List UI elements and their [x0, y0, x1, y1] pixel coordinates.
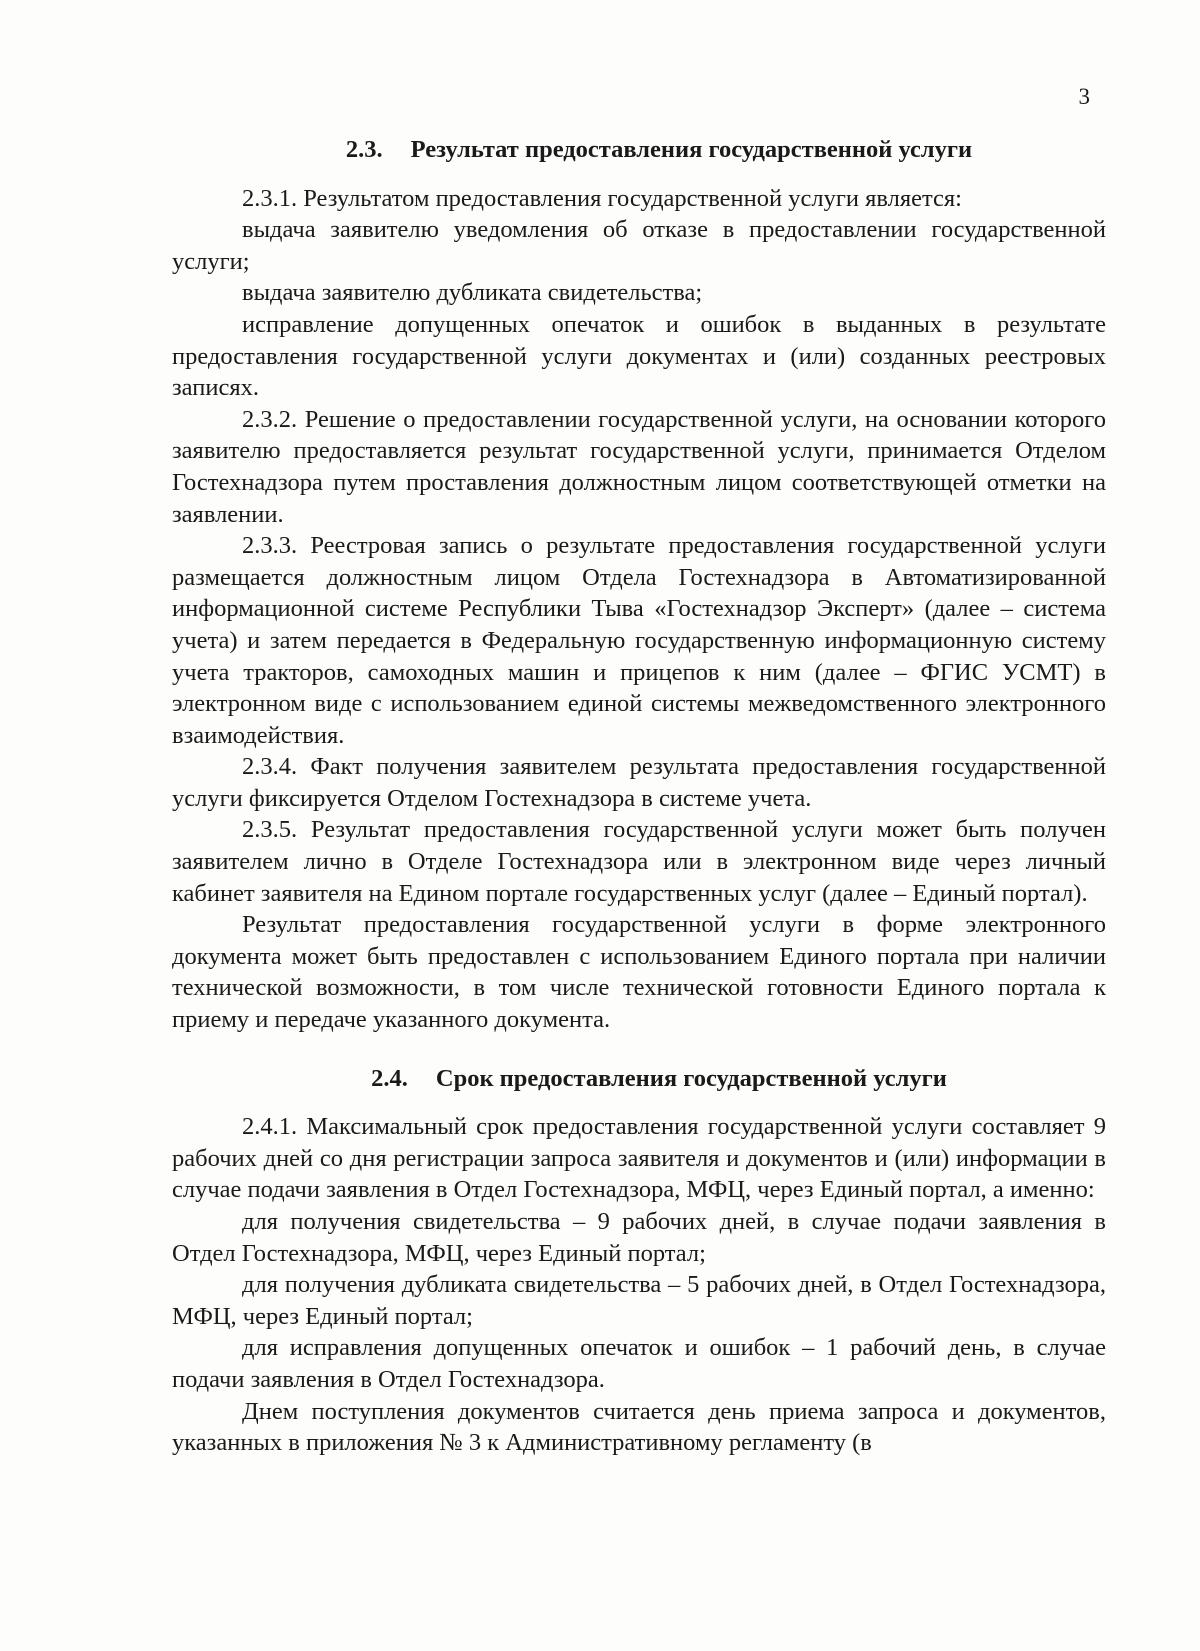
section-title: Результат предоставления государственной услуги [410, 136, 973, 163]
paragraph-item-duplicate: выдача заявителю дубликата свидетельства; [242, 279, 703, 307]
section-title: Срок предоставления государственной услуги [435, 1064, 947, 1092]
paragraph-2-4-1: 2.4.1. Максимальный срок предоставления государственной услуги составляет 9 рабочих дней со дня регистрации запроса заявителя и документов и (или) информации в случае подачи заявления в Отдел Гостехнадзора, МФЦ, через Единый портал, а именно: [172, 1113, 1106, 1204]
paragraph-receipt-day: Днем поступления документов считается день приема запроса и документов, указанных в приложения № 3 к Административному регламенту (в [172, 1397, 1106, 1457]
paragraph-2-3-4: 2.3.4. Факт получения заявителем результата предоставления государственной услуги фиксируется Отделом Гостехнадзора в системе учета. [172, 753, 1106, 812]
paragraph-item-duplicate-term: для получения дубликата свидетельства – 5 рабочих дней, в Отдел Гостехнадзора, МФЦ, через Единый портал; [172, 1271, 1106, 1330]
document-body [172, 134, 1106, 1459]
paragraph-item-corrections-term: для исправления допущенных опечаток и ошибок – 1 рабочий день, в случае подачи заявления в Отдел Гостехнадзора. [172, 1334, 1106, 1393]
paragraph-item-corrections: исправление допущенных опечаток и ошибок в выданных в результате предоставления государственной услуги документах и (или) созданных реестровых записях. [172, 310, 1106, 402]
paragraph-item-certificate: для получения свидетельства – 9 рабочих дней, в случае подачи заявления в Отдел Гостехнадзора, МФЦ, через Единый портал; [172, 1208, 1106, 1267]
section-heading-2-3 [172, 134, 1106, 166]
paragraph-2-3-2: 2.3.2. Решение о предоставлении государственной услуги, на основании которого заявителю предоставляется результат государственной услуги, принимается Отделом Гостехнадзора путем проставления должностным лицом соответствующей отметки на заявлении. [172, 405, 1106, 528]
section-number: 2.4. [371, 1064, 408, 1092]
paragraph-electronic-result: Результат предоставления государственной услуги в форме электронного документа может быть предоставлен с использованием Единого портала при наличии технической возможности, в том числе технической готовности Единого портала к приему и передаче указанного документа. [172, 911, 1106, 1034]
paragraph-item-refusal-notice: выдача заявителю уведомления об отказе в предоставлении государственной услуги; [172, 216, 1106, 275]
paragraph-2-3-5: 2.3.5. Результат предоставления государственной услуги может быть получен заявителем лично в Отделе Гостехнадзора или в электронном виде через личный кабинет заявителя на Едином портале государственных услуг (далее – Единый портал). [172, 816, 1106, 907]
section-number: 2.3. [345, 136, 383, 163]
section-heading-2-4 [172, 1063, 1106, 1095]
paragraph-2-3-3: 2.3.3. Реестровая запись о результате предоставления государственной услуги размещается должностным лицом Отдела Гостехнадзора в Автоматизированной информационной системе Республики Тыва «Гостехнадзор Эксперт» (далее – система учета) и затем передается в Федеральную государственную информационную систему учета тракторов, самоходных машин и прицепов к ним (далее – ФГИС УСМТ) в электронном виде с использованием единой системы межведомственного электронного взаимодействия. [172, 532, 1106, 749]
page-number: 3 [1078, 84, 1090, 109]
paragraph-2-3-1: 2.3.1. Результатом предоставления государственной услуги является: [242, 184, 962, 212]
